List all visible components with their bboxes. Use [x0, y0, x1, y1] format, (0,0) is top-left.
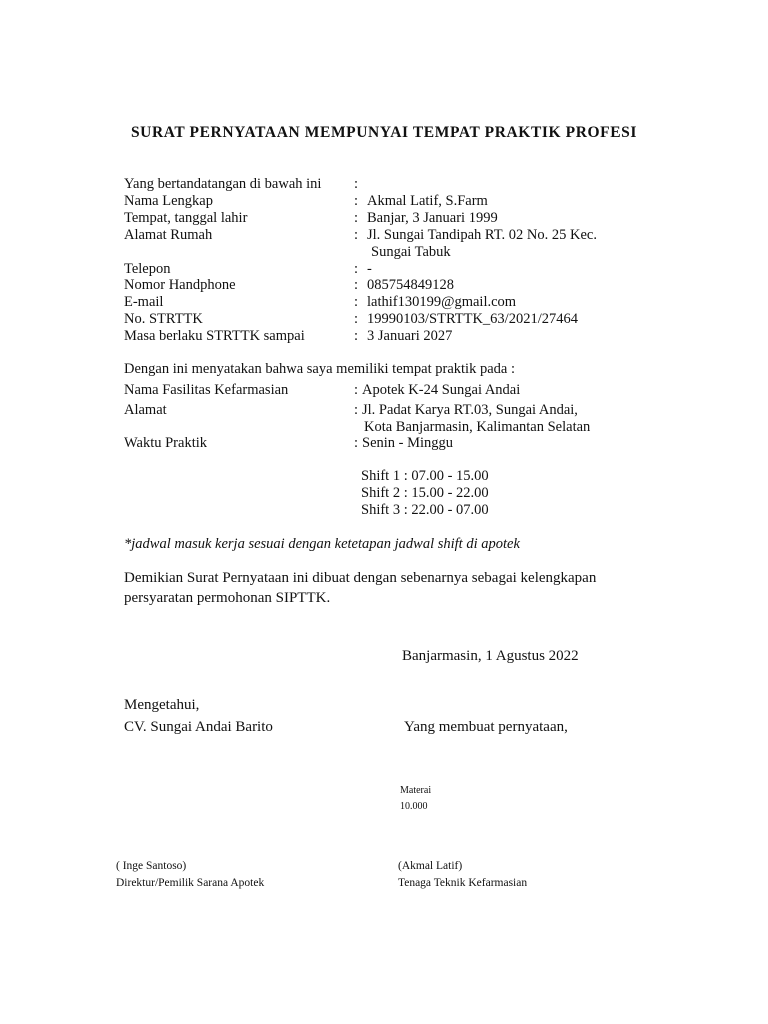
- shift-line: Shift 1 : 07.00 - 15.00: [361, 468, 489, 484]
- field-value-email: lathif130199@gmail.com: [367, 294, 517, 310]
- colon: :: [354, 210, 359, 226]
- field-label-alamat: Alamat Rumah: [124, 227, 213, 243]
- colon: :: [354, 193, 359, 209]
- colon: :: [354, 261, 359, 277]
- field-value-ttl: Banjar, 3 Januari 1999: [367, 210, 498, 226]
- left-signer-name: ( Inge Santoso): [116, 860, 187, 872]
- statement-text: Dengan ini menyatakan bahwa saya memiliki tempat praktik pada :: [124, 361, 515, 377]
- field-value-alamat: Jl. Sungai Tandipah RT. 02 No. 25 Kec.: [367, 227, 597, 243]
- colon: :: [354, 311, 359, 327]
- facility-label-waktu: Waktu Praktik: [124, 435, 207, 451]
- field-value-masa-berlaku: 3 Januari 2027: [367, 328, 453, 344]
- facility-colon: :: [354, 402, 359, 418]
- right-signer-name: (Akmal Latif): [398, 860, 463, 872]
- field-label-telepon: Telepon: [124, 261, 171, 277]
- facility-label-nama: Nama Fasilitas Kefarmasian: [124, 382, 289, 398]
- closing-line: Demikian Surat Pernyataan ini dibuat dengan sebenarnya sebagai kelengkapan: [124, 570, 597, 586]
- acknowledged-label: Mengetahui,: [124, 697, 200, 713]
- closing-line: persyaratan permohonan SIPTTK.: [124, 590, 331, 606]
- maker-label: Yang membuat pernyataan,: [404, 719, 568, 735]
- field-value-telepon: -: [367, 261, 372, 277]
- colon: :: [354, 277, 359, 293]
- shift-line: Shift 2 : 15.00 - 22.00: [361, 485, 489, 501]
- colon: :: [354, 227, 359, 243]
- colon: :: [354, 328, 359, 344]
- right-signer-role: Tenaga Teknik Kefarmasian: [398, 877, 528, 889]
- stamp-value: 10.000: [400, 801, 428, 812]
- field-label-strttk: No. STRTTK: [124, 311, 203, 327]
- facility-value-waktu: Senin - Minggu: [362, 435, 454, 451]
- field-label-email: E-mail: [124, 294, 164, 310]
- company-name: CV. Sungai Andai Barito: [124, 719, 273, 735]
- facility-colon: :: [354, 435, 359, 451]
- field-label-nama: Nama Lengkap: [124, 193, 213, 209]
- letter-title: SURAT PERNYATAAN MEMPUNYAI TEMPAT PRAKTIK PROFESI: [130, 124, 638, 141]
- field-label-handphone: Nomor Handphone: [124, 277, 236, 293]
- schedule-note: *jadwal masuk kerja sesuai dengan ketetapan jadwal shift di apotek: [124, 536, 520, 552]
- intro-label: Yang bertandatangan di bawah ini: [124, 176, 322, 192]
- colon: :: [354, 176, 359, 192]
- shift-line: Shift 3 : 22.00 - 07.00: [361, 502, 489, 518]
- stamp-label: Materai: [400, 785, 432, 796]
- field-value-alamat-line2: Sungai Tabuk: [371, 244, 451, 260]
- field-value-strttk: 19990103/STRTTK_63/2021/27464: [367, 311, 578, 327]
- field-label-ttl: Tempat, tanggal lahir: [124, 210, 248, 226]
- facility-colon: :: [354, 382, 359, 398]
- place-date: Banjarmasin, 1 Agustus 2022: [402, 648, 579, 664]
- facility-value-nama: Apotek K-24 Sungai Andai: [362, 382, 521, 398]
- facility-label-alamat: Alamat: [124, 402, 167, 418]
- field-value-handphone: 085754849128: [367, 277, 454, 293]
- facility-value-alamat-line2: Kota Banjarmasin, Kalimantan Selatan: [364, 419, 591, 435]
- colon: :: [354, 294, 359, 310]
- left-signer-role: Direktur/Pemilik Sarana Apotek: [116, 877, 265, 889]
- facility-value-alamat: Jl. Padat Karya RT.03, Sungai Andai,: [362, 402, 578, 418]
- field-label-masa-berlaku: Masa berlaku STRTTK sampai: [124, 328, 305, 344]
- field-value-nama: Akmal Latif, S.Farm: [367, 193, 488, 209]
